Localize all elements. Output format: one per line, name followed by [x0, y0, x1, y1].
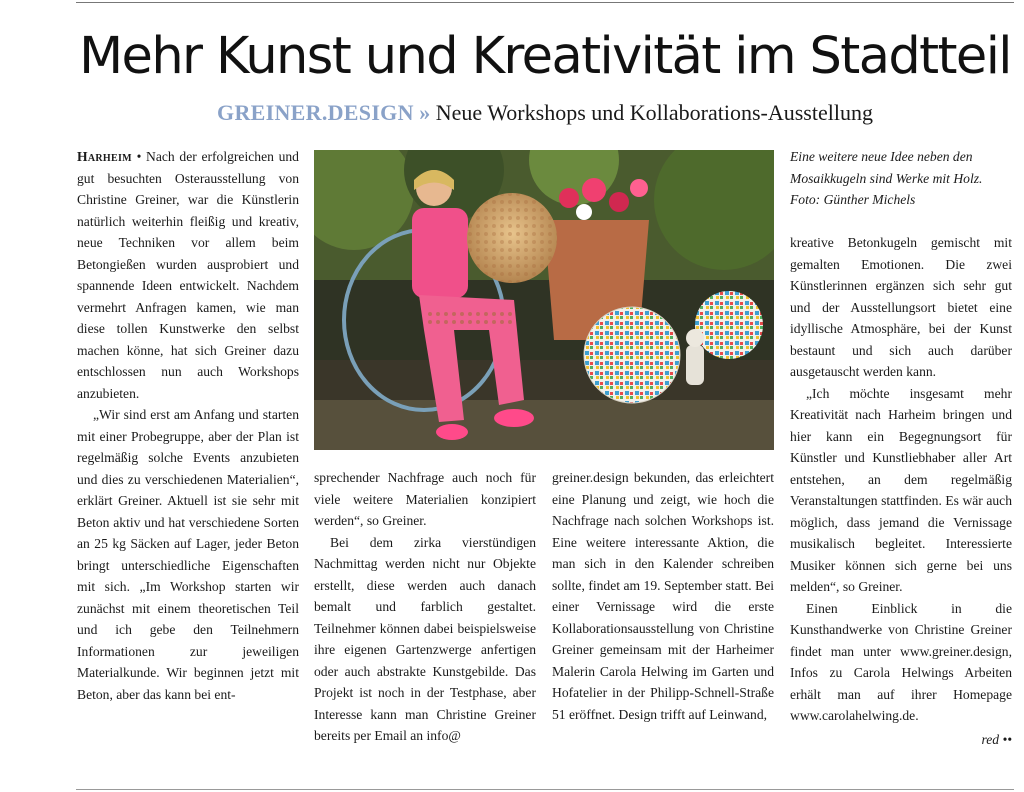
paragraph: Einen Einblick in die Kunsthandwerke von Christine Greiner findet man unter www.greiner.design, Infos zu Carola Helwings Arbeiten erhält man auf ihrer Homepage www.carolahelwing.de. — [790, 600, 1012, 723]
paragraph: kreative Betonkugeln gemischt mit gemalten Emotionen. Die zwei Künstlerinnen ergänzen sich sehr gut und der Ausstellungsort bietet eine idyllische Atmosphäre, bei der Kunst bestaunt und sich auch darüber ausgetauscht werden kann. — [790, 235, 1012, 379]
photo-illustration — [314, 150, 774, 450]
dateline-bullet: • — [136, 149, 142, 164]
column-1 — [77, 146, 299, 705]
paragraph-text: Nach der erfolgreichen und gut besuchten Osterausstellung von Christine Greiner, war die Künstlerin natürlich weiterhin fleißig und kreativ, neue Techniken vor allem beim Betongießen wurden ausprobiert und spannende Ideen entwickelt. Nachdem vermehrt Anfragen kamen, wie man diese tollen Kunstwerke den selbst machen könne, hat sich Greiner dazu entschlossen nun auch Workshops anzubieten. — [77, 149, 299, 401]
author-tag: red •• — [981, 731, 1012, 747]
paragraph: Bei dem zirka vierstündigen Nachmittag werden nicht nur Objekte erstellt, diese werden auch danach bemalt und farblich gestaltet. Teilnehmer können dabei beispielsweise ihre eigenen Gartenzwerge anfertigen oder auch abstrakte Kunstgebilde. Das Projekt ist noch in der Testphase, aber Interesse kann man Christine Greiner bereits per Email an info@ — [314, 534, 536, 743]
subhead-brand: GREINER.DESIGN — [217, 100, 414, 125]
column-4 — [790, 232, 1012, 750]
column-2 — [314, 467, 536, 747]
subhead-text: Neue Workshops und Kollaborations-Ausstellung — [435, 100, 873, 125]
paragraph: greiner.design bekunden, das erleichtert eine Planung und zeigt, wie hoch die Nachfrage nach solchen Workshops ist. Eine weitere interessante Aktion, die man sich in den Kalender schreiben sollte, findet am 19. September statt. Bei einer Vernissage wird die erste Kollaborationsausstellung von Christine Greiner gemeinsam mit der Harheimer Malerin Carola Helwing im Garten und Hofatelier in der Philipp-Schnell-Straße 51 eröffnet. Design trifft auf Leinwand, — [552, 470, 774, 722]
photo-caption: Eine weitere neue Idee neben den Mosaikkugeln sind Werke mit Holz. Foto: Günther Michels — [790, 149, 983, 207]
subhead-separator: » — [419, 100, 431, 125]
top-rule — [76, 2, 1014, 3]
bottom-rule — [76, 789, 1014, 790]
paragraph: „Wir sind erst am Anfang und starten mit einer Probegruppe, aber der Plan ist regelmäßig solche Events anzubieten und dies zu verschiedenen Materialien“, erklärt Greiner. Aktuell ist sie sehr mit Beton aktiv und hat verschiedene Sorten an 25 kg Säcken auf Lager, jeder Beton bringt unterschiedliche Eigenschaften mit sich. „Im Workshop starten wir zunächst mit einem theoretischen Teil und ich gebe den Teilnehmern Informationen zur jeweiligen Materialkunde. Wir beginnen jetzt mit Beton, aber das kann bei ent- — [77, 407, 299, 702]
column-3 — [552, 467, 774, 725]
paragraph: „Ich möchte insgesamt mehr Kreativität nach Harheim bringen und hier kann ein Begegnungsort für Künstler und Kunstliebhaber aller Art entstehen, an dem regelmäßig Veranstaltungen stattfinden. Es wär auch möglich, dass jemand die Vernissage musikalisch begleitet. Interessierte Musiker können sich gerne bei uns melden“, so Greiner. — [790, 385, 1012, 594]
article-photo — [314, 150, 774, 450]
paragraph: sprechender Nachfrage auch noch für viele weitere Materialien konzipiert werden“, so Greiner. — [314, 470, 536, 528]
headline: Mehr Kunst und Kreativität im Stadtteil — [79, 27, 1011, 86]
subheadline — [76, 99, 1014, 127]
paragraph — [77, 146, 299, 404]
dateline: Harheim — [77, 149, 132, 164]
